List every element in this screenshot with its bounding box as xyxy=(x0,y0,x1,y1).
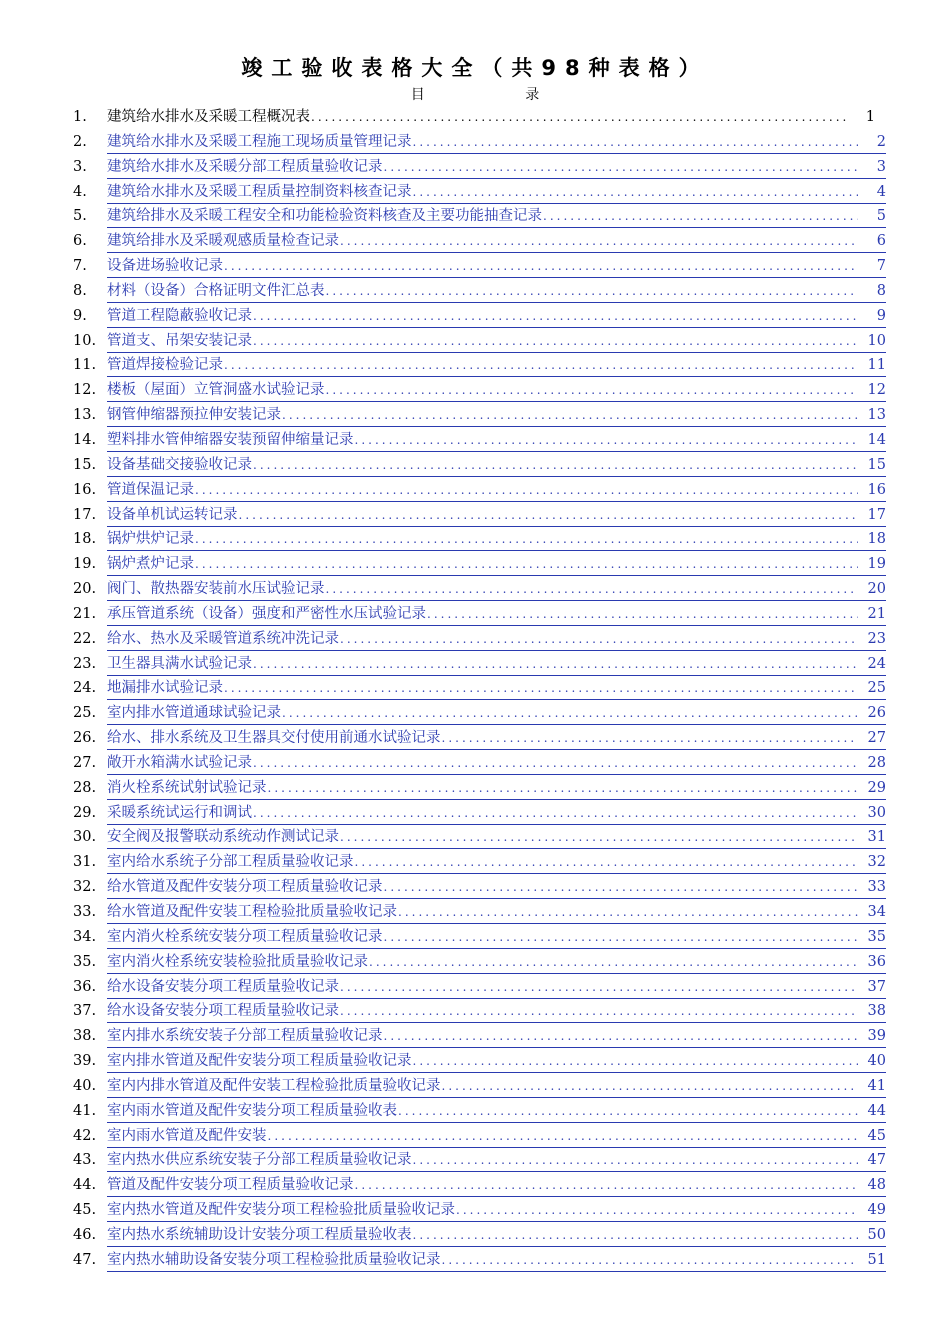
toc-row xyxy=(0,676,950,701)
toc-row xyxy=(0,204,950,229)
toc-entry-link[interactable] xyxy=(107,256,886,278)
toc-item-label: 室内雨水管道及配件安装 xyxy=(107,1127,267,1144)
toc-row xyxy=(0,1024,950,1049)
toc-item-label: 室内热水辅助设备安装分项工程检验批质量验收记录 xyxy=(107,1251,441,1268)
toc-item-label: 室内排水管道通球试验记录 xyxy=(107,705,281,722)
toc-item-label: 给水、热水及采暖管道系统冲洗记录 xyxy=(107,630,339,647)
toc-row xyxy=(0,353,950,378)
dot-leader xyxy=(253,803,858,824)
toc-page-number: 9 xyxy=(876,307,886,324)
toc-entry-link[interactable] xyxy=(107,505,886,527)
toc-page-number: 38 xyxy=(867,1003,886,1020)
toc-row xyxy=(0,652,950,677)
dot-leader xyxy=(195,529,858,550)
toc-item-label: 管道保温记录 xyxy=(107,481,194,498)
toc-row xyxy=(0,1148,950,1173)
dot-leader xyxy=(543,206,858,227)
toc-item-label: 室内排水系统安装子分部工程质量验收记录 xyxy=(107,1028,383,1045)
toc-page-number: 20 xyxy=(867,581,886,598)
toc-page-number: 11 xyxy=(867,357,886,374)
toc-entry-link[interactable] xyxy=(107,355,886,377)
toc-item-label: 建筑给水排水及采暖工程质量控制资料核查记录 xyxy=(107,183,412,200)
toc-page-number: 33 xyxy=(867,879,886,896)
toc-item-number: 38. xyxy=(73,1028,97,1045)
toc-item-number: 5. xyxy=(73,208,87,225)
toc-item-number: 2. xyxy=(73,133,87,150)
toc-page-number: 32 xyxy=(867,854,886,871)
toc-item-label: 室内雨水管道及配件安装分项工程质量验收表 xyxy=(107,1102,397,1119)
toc-item-number: 43. xyxy=(73,1152,97,1169)
toc-entry-link[interactable] xyxy=(107,902,886,924)
toc-page-number: 12 xyxy=(867,382,886,399)
dot-leader xyxy=(253,753,858,774)
toc-page-number: 21 xyxy=(867,605,886,622)
toc-entry-link[interactable] xyxy=(107,1051,886,1073)
toc-page-number: 48 xyxy=(867,1177,886,1194)
toc-entry-link[interactable] xyxy=(107,728,886,750)
toc-row xyxy=(0,875,950,900)
toc-item-number: 11. xyxy=(73,357,97,374)
toc-page-number: 6 xyxy=(876,233,886,250)
toc-entry-link[interactable] xyxy=(107,678,886,700)
toc-row xyxy=(0,1099,950,1124)
toc-entry-link[interactable] xyxy=(107,952,886,974)
toc-page-number: 47 xyxy=(867,1152,886,1169)
toc-item-number: 31. xyxy=(73,854,97,871)
toc-page-number: 27 xyxy=(867,730,886,747)
toc-item-label: 消火栓系统试射试验记录 xyxy=(107,779,267,796)
toc-item-number: 23. xyxy=(73,655,97,672)
toc-item-label: 室内消火栓系统安装分项工程质量验收记录 xyxy=(107,928,383,945)
dot-leader xyxy=(224,678,858,699)
toc-entry-link[interactable] xyxy=(107,331,886,353)
dot-leader xyxy=(253,306,858,327)
toc-row xyxy=(0,229,950,254)
dot-leader xyxy=(340,629,858,650)
toc-item-label: 钢管伸缩器预拉伸安装记录 xyxy=(107,407,281,424)
toc-item-label: 给水、排水系统及卫生器具交付使用前通水试验记录 xyxy=(107,730,441,747)
dot-leader xyxy=(384,927,859,948)
toc-entry-link[interactable] xyxy=(107,405,886,427)
toc-row xyxy=(0,925,950,950)
toc-item-label: 承压管道系统（设备）强度和严密性水压试验记录 xyxy=(107,605,426,622)
toc-item-number: 9. xyxy=(73,307,87,324)
toc-item-number: 18. xyxy=(73,531,97,548)
toc-item-label: 设备基础交接验收记录 xyxy=(107,456,252,473)
toc-item-number: 3. xyxy=(73,158,87,175)
toc-page-number: 26 xyxy=(867,705,886,722)
toc-row xyxy=(0,527,950,552)
dot-leader xyxy=(413,182,859,203)
toc-row xyxy=(0,378,950,403)
toc-item-number: 44. xyxy=(73,1177,97,1194)
toc-page-number: 37 xyxy=(867,978,886,995)
toc-item-label: 管道及配件安装分项工程质量验收记录 xyxy=(107,1177,354,1194)
toc-entry-link[interactable] xyxy=(107,529,886,551)
toc-row xyxy=(0,801,950,826)
toc-row xyxy=(0,478,950,503)
toc-item-number: 7. xyxy=(73,258,87,275)
toc-item-number: 40. xyxy=(73,1077,97,1094)
toc-row xyxy=(0,403,950,428)
toc-item-number: 12. xyxy=(73,382,97,399)
toc-row xyxy=(0,254,950,279)
toc-entry-link[interactable] xyxy=(107,877,886,899)
toc-item-label: 室内热水供应系统安装子分部工程质量验收记录 xyxy=(107,1152,412,1169)
toc-item-label: 设备进场验收记录 xyxy=(107,258,223,275)
document-title: 竣工验收表格大全（共98种表格） xyxy=(241,56,709,80)
toc-row xyxy=(0,503,950,528)
dot-leader xyxy=(326,380,859,401)
toc-entry-link[interactable] xyxy=(107,778,886,800)
dot-leader xyxy=(413,1150,859,1171)
toc-row xyxy=(0,602,950,627)
toc-item-label: 建筑给排水及采暖工程安全和功能检验资料核查及主要功能抽查记录 xyxy=(107,208,542,225)
toc-item-number: 15. xyxy=(73,456,97,473)
toc-entry-link[interactable] xyxy=(107,753,886,775)
toc-entry-link[interactable] xyxy=(107,554,886,576)
dot-leader xyxy=(282,405,858,426)
toc-row xyxy=(0,850,950,875)
toc-page-number: 31 xyxy=(867,829,886,846)
dot-leader xyxy=(253,654,858,675)
toc-page-number: 19 xyxy=(867,556,886,573)
toc-page-number: 8 xyxy=(876,282,886,299)
dot-leader xyxy=(253,331,858,352)
toc-item-number: 26. xyxy=(73,730,97,747)
toc-item-number: 10. xyxy=(73,332,97,349)
toc-entry-link[interactable] xyxy=(107,927,886,949)
toc-row xyxy=(0,776,950,801)
dot-leader xyxy=(456,1200,858,1221)
toc-item-label: 敞开水箱满水试验记录 xyxy=(107,754,252,771)
toc-item-label: 地漏排水试验记录 xyxy=(107,680,223,697)
toc-page-number: 15 xyxy=(867,456,886,473)
toc-item-label: 楼板（屋面）立管洞盛水试验记录 xyxy=(107,382,325,399)
toc-page-number: 2 xyxy=(876,133,886,150)
toc-row xyxy=(0,627,950,652)
toc-row xyxy=(0,1173,950,1198)
toc-item-number: 16. xyxy=(73,481,97,498)
toc-item-label: 室内内排水管道及配件安装工程检验批质量验收记录 xyxy=(107,1077,441,1094)
toc-entry-link[interactable] xyxy=(107,604,886,626)
toc-page-number: 39 xyxy=(867,1028,886,1045)
toc-item-number: 22. xyxy=(73,630,97,647)
toc-item-number: 14. xyxy=(73,431,97,448)
toc-entry-link[interactable] xyxy=(107,1101,886,1123)
toc-row xyxy=(0,1124,950,1149)
toc-item-label: 设备单机试运转记录 xyxy=(107,506,238,523)
toc-page-number: 25 xyxy=(867,680,886,697)
toc-page-number: 7 xyxy=(876,258,886,275)
toc-item-label: 建筑给水排水及采暖工程施工现场质量管理记录 xyxy=(107,133,412,150)
toc-item-label: 给水设备安装分项工程质量验收记录 xyxy=(107,978,339,995)
toc-page-number: 34 xyxy=(867,904,886,920)
toc-entry-link[interactable] xyxy=(107,852,886,874)
toc-page-number: 29 xyxy=(867,779,886,796)
dot-leader xyxy=(427,604,858,625)
toc-entry-link[interactable] xyxy=(107,231,886,253)
toc-item-number: 35. xyxy=(73,953,97,970)
toc-item-label: 采暖系统试运行和调试 xyxy=(107,804,252,821)
toc-entry-link[interactable] xyxy=(107,579,886,601)
toc-page-number: 51 xyxy=(867,1251,886,1268)
dot-leader xyxy=(253,455,858,476)
toc-entry-link[interactable] xyxy=(107,1126,886,1148)
dot-leader xyxy=(340,231,858,252)
toc-row xyxy=(0,975,950,1000)
toc-page-number: 17 xyxy=(867,506,886,523)
toc-item-label: 安全阀及报警联动系统动作测试记录 xyxy=(107,829,339,846)
toc-item-number: 27. xyxy=(73,754,97,771)
toc-entry-link[interactable] xyxy=(107,803,886,825)
toc-item-label: 卫生器具满水试验记录 xyxy=(107,655,252,672)
toc-row xyxy=(0,701,950,726)
table-of-contents xyxy=(0,105,950,1273)
toc-row xyxy=(0,130,950,155)
toc-entry-link[interactable] xyxy=(107,1001,886,1023)
dot-leader xyxy=(384,157,859,178)
toc-page-number: 10 xyxy=(867,332,886,349)
dot-leader xyxy=(413,1225,859,1246)
toc-item-label: 建筑给排水及采暖观感质量检查记录 xyxy=(107,233,339,250)
toc-heading: 目 录 xyxy=(410,87,588,103)
toc-item-number: 6. xyxy=(73,233,87,250)
toc-entry-link[interactable] xyxy=(107,1200,886,1222)
dot-leader xyxy=(326,579,859,600)
dot-leader xyxy=(282,703,858,724)
toc-page-number: 45 xyxy=(867,1127,886,1144)
toc-item-number: 1. xyxy=(73,109,87,125)
toc-entry-link[interactable] xyxy=(107,380,886,402)
toc-entry-link[interactable] xyxy=(107,132,886,154)
toc-entry-link[interactable] xyxy=(107,977,886,999)
toc-item-number: 32. xyxy=(73,879,97,896)
toc-item-number: 4. xyxy=(73,183,87,200)
toc-item-label: 锅炉煮炉记录 xyxy=(107,556,194,573)
toc-item-number: 17. xyxy=(73,506,97,523)
toc-entry-link[interactable] xyxy=(107,629,886,651)
toc-page-number: 16 xyxy=(867,481,886,498)
toc-row xyxy=(0,751,950,776)
dot-leader xyxy=(195,480,858,501)
toc-entry-link[interactable] xyxy=(107,157,886,179)
toc-item-number: 19. xyxy=(73,556,97,573)
toc-page-number: 36 xyxy=(867,953,886,970)
toc-entry-link[interactable] xyxy=(107,206,886,228)
toc-item-number: 36. xyxy=(73,978,97,995)
toc-page-number: 41 xyxy=(867,1077,886,1094)
toc-item-number: 47. xyxy=(73,1251,97,1268)
toc-page-number: 13 xyxy=(867,407,886,424)
toc-entry-link[interactable] xyxy=(107,1026,886,1048)
dot-leader xyxy=(355,1175,859,1196)
dot-leader xyxy=(195,554,858,575)
dot-leader xyxy=(239,505,859,526)
toc-item-label: 阀门、散热器安装前水压试验记录 xyxy=(107,581,325,598)
toc-row xyxy=(0,105,950,130)
toc-page-number: 18 xyxy=(867,531,886,548)
toc-item-number: 29. xyxy=(73,804,97,821)
dot-leader xyxy=(224,355,858,376)
toc-row xyxy=(0,1074,950,1099)
dot-leader xyxy=(311,107,847,128)
dot-leader xyxy=(224,256,858,277)
toc-item-number: 8. xyxy=(73,282,87,299)
dot-leader xyxy=(442,728,859,749)
toc-item-label: 管道支、吊架安装记录 xyxy=(107,332,252,349)
toc-page-number: 30 xyxy=(867,804,886,821)
dot-leader xyxy=(268,778,859,799)
toc-row xyxy=(0,279,950,304)
toc-item-number: 33. xyxy=(73,904,97,920)
toc-row xyxy=(0,180,950,205)
toc-entry-link[interactable] xyxy=(107,1250,886,1272)
toc-entry-link[interactable] xyxy=(107,430,886,452)
toc-row xyxy=(0,155,950,180)
toc-item-number: 46. xyxy=(73,1226,97,1243)
toc-entry xyxy=(107,107,875,128)
toc-item-number: 37. xyxy=(73,1003,97,1020)
dot-leader xyxy=(369,952,858,973)
toc-row xyxy=(0,825,950,850)
toc-row xyxy=(0,552,950,577)
toc-item-number: 39. xyxy=(73,1053,97,1070)
toc-page-number: 50 xyxy=(867,1226,886,1243)
toc-page-number: 35 xyxy=(867,928,886,945)
dot-leader xyxy=(384,1026,859,1047)
toc-item-label: 材料（设备）合格证明文件汇总表 xyxy=(107,282,325,299)
dot-leader xyxy=(442,1250,859,1271)
toc-page-number: 24 xyxy=(867,655,886,672)
toc-entry-link[interactable] xyxy=(107,703,886,725)
toc-page-number: 44 xyxy=(867,1102,886,1119)
toc-item-label: 管道工程隐蔽验收记录 xyxy=(107,307,252,324)
dot-leader xyxy=(340,1001,858,1022)
dot-leader xyxy=(384,877,859,898)
toc-item-label: 室内热水系统辅助设计安装分项工程质量验收表 xyxy=(107,1226,412,1243)
toc-item-number: 28. xyxy=(73,779,97,796)
toc-item-number: 20. xyxy=(73,581,97,598)
toc-page-number: 5 xyxy=(876,208,886,225)
toc-item-label: 室内给水系统子分部工程质量验收记录 xyxy=(107,854,354,871)
dot-leader xyxy=(398,1101,858,1122)
toc-row xyxy=(0,1223,950,1248)
toc-page-number: 3 xyxy=(876,158,886,175)
toc-item-number: 21. xyxy=(73,605,97,622)
toc-row xyxy=(0,1049,950,1074)
toc-entry-link[interactable] xyxy=(107,455,886,477)
toc-page-number: 4 xyxy=(876,183,886,200)
toc-item-number: 25. xyxy=(73,705,97,722)
toc-item-number: 13. xyxy=(73,407,97,424)
toc-entry-link[interactable] xyxy=(107,480,886,502)
toc-row xyxy=(0,1198,950,1223)
toc-entry-link[interactable] xyxy=(107,182,886,204)
dot-leader xyxy=(340,977,858,998)
dot-leader xyxy=(355,852,859,873)
toc-item-number: 41. xyxy=(73,1102,97,1119)
toc-item-number: 45. xyxy=(73,1202,97,1219)
toc-item-label: 管道焊接检验记录 xyxy=(107,357,223,374)
toc-row xyxy=(0,900,950,925)
toc-item-label: 建筑给水排水及采暖工程概况表 xyxy=(107,109,310,125)
dot-leader xyxy=(413,132,859,153)
toc-item-number: 34. xyxy=(73,928,97,945)
dot-leader xyxy=(442,1076,859,1097)
toc-page-number: 14 xyxy=(867,431,886,448)
toc-item-number: 24. xyxy=(73,680,97,697)
dot-leader xyxy=(413,1051,859,1072)
toc-entry-link[interactable] xyxy=(107,1175,886,1197)
toc-item-label: 锅炉烘炉记录 xyxy=(107,531,194,548)
dot-leader xyxy=(355,430,859,451)
toc-row xyxy=(0,453,950,478)
toc-row xyxy=(0,999,950,1024)
toc-entry-link[interactable] xyxy=(107,306,886,328)
toc-item-label: 室内热水管道及配件安装分项工程检验批质量验收记录 xyxy=(107,1202,455,1219)
toc-entry-link[interactable] xyxy=(107,281,886,303)
toc-row xyxy=(0,329,950,354)
toc-row xyxy=(0,577,950,602)
toc-entry-link[interactable] xyxy=(107,1076,886,1098)
toc-page-number: 23 xyxy=(867,630,886,647)
toc-row xyxy=(0,428,950,453)
dot-leader xyxy=(268,1126,859,1147)
dot-leader xyxy=(398,902,858,923)
toc-entry-link[interactable] xyxy=(107,1225,886,1247)
toc-item-label: 室内排水管道及配件安装分项工程质量验收记录 xyxy=(107,1053,412,1070)
toc-item-label: 塑料排水管伸缩器安装预留伸缩量记录 xyxy=(107,431,354,448)
toc-page-number: 1 xyxy=(865,109,875,125)
toc-page-number: 28 xyxy=(867,754,886,771)
toc-item-label: 给水管道及配件安装分项工程质量验收记录 xyxy=(107,879,383,896)
dot-leader xyxy=(326,281,859,302)
toc-item-label: 建筑给水排水及采暖分部工程质量验收记录 xyxy=(107,158,383,175)
toc-page-number: 49 xyxy=(867,1202,886,1219)
toc-item-number: 42. xyxy=(73,1127,97,1144)
dot-leader xyxy=(340,827,858,848)
toc-row xyxy=(0,950,950,975)
toc-entry-link[interactable] xyxy=(107,827,886,849)
toc-entry-link[interactable] xyxy=(107,1150,886,1172)
toc-row xyxy=(0,726,950,751)
toc-entry-link[interactable] xyxy=(107,654,886,676)
toc-item-label: 给水管道及配件安装工程检验批质量验收记录 xyxy=(107,904,397,920)
toc-row xyxy=(0,1248,950,1273)
toc-item-label: 室内消火栓系统安装检验批质量验收记录 xyxy=(107,953,368,970)
toc-item-label: 给水设备安装分项工程质量验收记录 xyxy=(107,1003,339,1020)
toc-item-number: 30. xyxy=(73,829,97,846)
toc-page-number: 40 xyxy=(867,1053,886,1070)
toc-row xyxy=(0,304,950,329)
